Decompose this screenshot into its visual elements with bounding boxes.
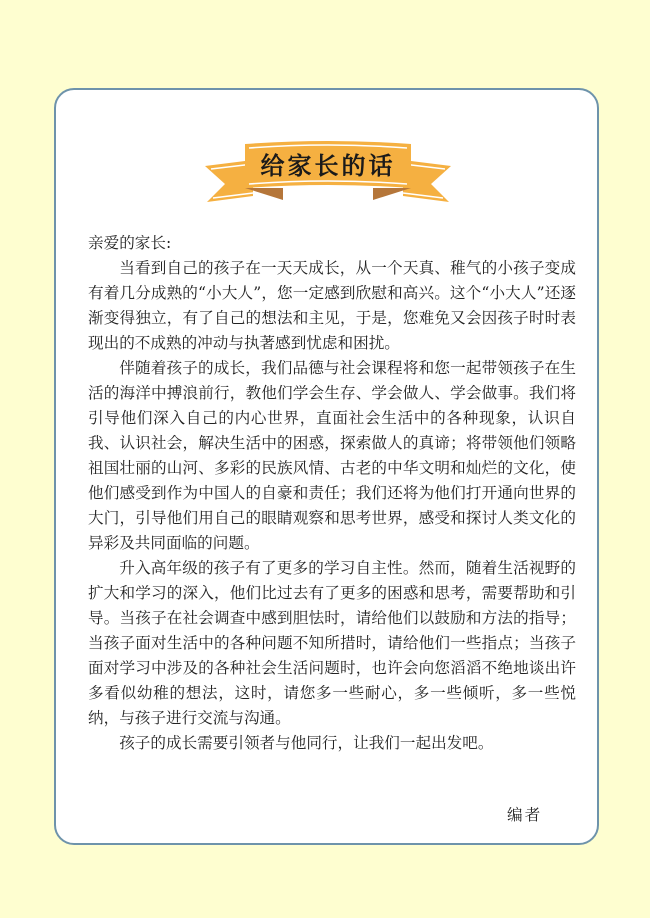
- salutation: 亲爱的家长:: [88, 234, 172, 252]
- title-ribbon-banner: [203, 138, 453, 206]
- paragraph: 孩子的成长需要引领者与他同行，让我们一起出发吧。: [119, 734, 494, 752]
- paragraph: 伴随着孩子的成长，我们品德与社会课程将和您一起带领孩子在生活的海洋中搏浪前行，教他们学会生存、学会做人、学会做事。我们将引导他们深入自己的内心世界，直面社会生活中的各种现象，认识自我、认识社会，解决生活中的困惑，探索做人的真谛；将带领他们领略祖国壮丽的山河、多彩的民族风情、古老的中华文明和灿烂的文化，使他们感受到作为中国人的自豪和责任；我们还将为他们打开通向世界的大门，引导他们用自己的眼睛观察和思考世界，感受和探讨人类文化的异彩及共同面临的问题。: [88, 359, 576, 552]
- signature: 编者: [507, 806, 543, 824]
- paragraph: 升入高年级的孩子有了更多的学习自主性。然而，随着生活视野的扩大和学习的深入，他们比过去有了更多的困惑和思考，需要帮助和引导。当孩子在社会调查中感到胆怯时，请给他们以鼓励和方法的指导；当孩子面对生活中的各种问题不知所措时，请给他们一些指点；当孩子面对学习中涉及的各种社会生活问题时，也许会向您滔滔不绝地谈出许多看似幼稚的想法，这时，请您多一些耐心，多一些倾听，多一些悦纳，与孩子进行交流与沟通。: [88, 559, 576, 727]
- paragraph: 当看到自己的孩子在一天天成长，从一个天真、稚气的小孩子变成有着几分成熟的“小大人”，您一定感到欣慰和高兴。这个“小大人”还逐渐变得独立，有了自己的想法和主见，于是，您难免又会因孩子时时表现出的不成熟的冲动与执著感到忧虑和困扰。: [88, 259, 576, 352]
- letter-body: [88, 231, 576, 756]
- page-title: 给家长的话: [260, 152, 396, 180]
